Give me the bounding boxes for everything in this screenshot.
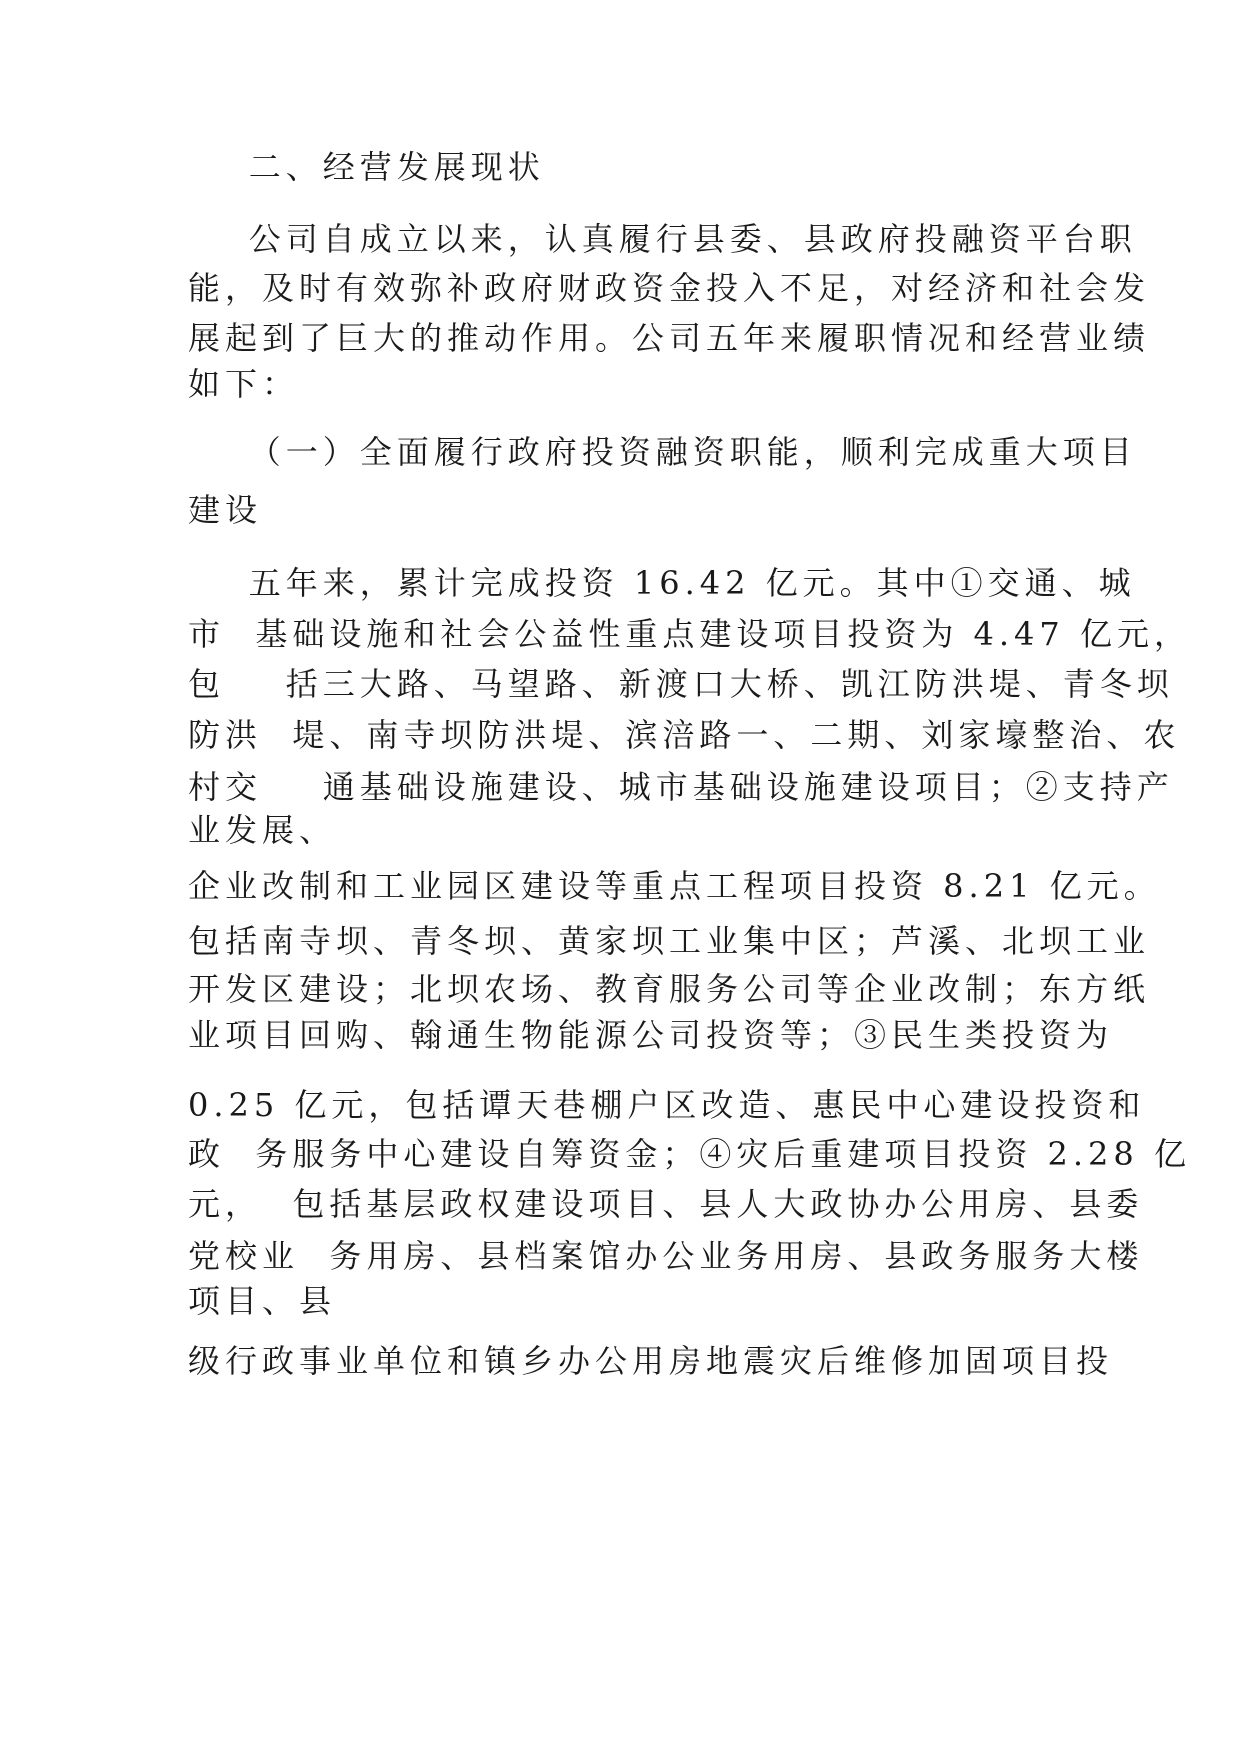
subsection-heading-cont: 建设: [188, 491, 263, 529]
paragraph-line: 如下：: [188, 365, 300, 403]
paragraph-line: 展起到了巨大的推动作用。公司五年来履职情况和经营业绩: [188, 319, 1151, 357]
paragraph-line: 项目、县: [188, 1282, 337, 1320]
paragraph-line: 政 务服务中心建设自筹资金；④灾后重建项目投资 2.28 亿: [188, 1135, 1191, 1173]
paragraph-line: 0.25 亿元，包括谭天巷棚户区改造、惠民中心建设投资和: [188, 1086, 1146, 1124]
paragraph-line: 包 括三大路、马望路、新渡口大桥、凯江防洪堤、青冬坝: [188, 665, 1174, 703]
paragraph-line: 企业改制和工业园区建设等重点工程项目投资 8.21 亿元。: [188, 867, 1161, 905]
paragraph-line: 村交 通基础设施建设、城市基础设施建设项目；②支持产: [188, 768, 1174, 806]
paragraph-line: 开发区建设；北坝农场、教育服务公司等企业改制；东方纸: [188, 970, 1151, 1008]
paragraph-line: 五年来，累计完成投资 16.42 亿元。其中①交通、城: [188, 564, 1136, 602]
subsection-heading: （一）全面履行政府投资融资职能，顺利完成重大项目: [188, 433, 1137, 471]
section-heading: 二、经营发展现状: [188, 148, 545, 186]
paragraph-line: 党校业 务用房、县档案馆办公业务用房、县政务服务大楼: [188, 1237, 1144, 1275]
paragraph-line: 业项目回购、翰通生物能源公司投资等；③民生类投资为: [188, 1016, 1114, 1054]
paragraph-line: 市 基础设施和社会公益性重点建设项目投资为 4.47 亿元，: [188, 615, 1191, 653]
paragraph-line: 公司自成立以来，认真履行县委、县政府投融资平台职: [188, 220, 1137, 258]
paragraph-line: 能，及时有效弥补政府财政资金投入不足，对经济和社会发: [188, 269, 1151, 307]
paragraph-line: 防洪 堤、南寺坝防洪堤、滨涪路一、二期、刘家壕整治、农: [188, 716, 1181, 754]
paragraph-line: 业发展、: [188, 811, 337, 849]
paragraph-line: 元， 包括基层政权建设项目、县人大政协办公用房、县委: [188, 1185, 1144, 1223]
paragraph-line: 包括南寺坝、青冬坝、黄家坝工业集中区；芦溪、北坝工业: [188, 922, 1151, 960]
paragraph-line: 级行政事业单位和镇乡办公用房地震灾后维修加固项目投: [188, 1342, 1114, 1380]
